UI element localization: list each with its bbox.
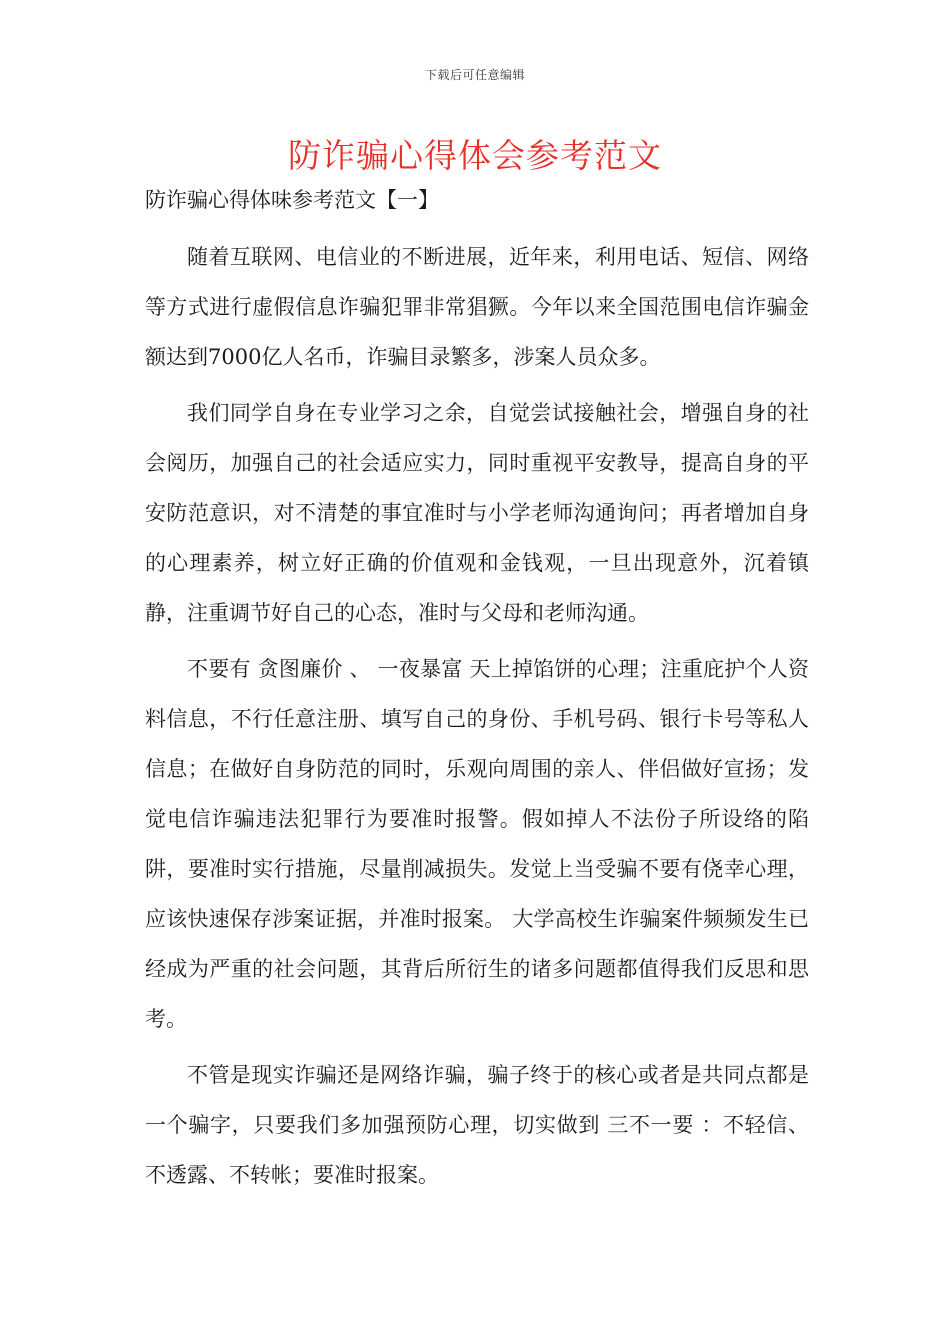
section-heading: 防诈骗心得体味参考范文【一】 [145,188,439,212]
document-body [145,182,809,1206]
paragraph-3: 不要有 贪图廉价 、 一夜暴富 天上掉馅饼的心理；注重庇护个人资料信息，不行任意注册、填写自己的身份、手机号码、银行卡号等私人信息；在做好自身防范的同时，乐观向周围的亲人、伴侣做好宣扬；发觉电信诈骗违法犯罪行为要准时报警。假如掉人不法份子所设络的陷阱，要准时实行措施，尽量削减损失。发觉上当受骗不要有侥幸心理，应该快速保存涉案证据，并准时报案。 大学高校生诈骗案件频频发生已经成为严重的社会问题，其背后所衍生的诸多问题都值得我们反思和思考。 [145,657,809,1031]
paragraph-2: 我们同学自身在专业学习之余，自觉尝试接触社会，增强自身的社会阅历，加强自己的社会适应实力，同时重视平安教导，提高自身的平安防范意识，对不清楚的事宜准时与小学老师沟通询问；再者增加自身的心理素养，树立好正确的价值观和金钱观，一旦出现意外，沉着镇静，注重调节好自己的心态，准时与父母和老师沟通。 [145,401,809,625]
document-title: 防诈骗心得体会参考范文 [288,136,662,175]
header-note: 下载后可任意编辑 [424,68,525,82]
paragraph-1: 随着互联网、电信业的不断进展，近年来，利用电话、短信、网络等方式进行虚假信息诈骗犯罪非常猖獗。今年以来全国范围电信诈骗金额达到7000亿人名币，诈骗目录繁多，涉案人员众多。 [145,245,809,369]
paragraph-4: 不管是现实诈骗还是网络诈骗，骗子终于的核心或者是共同点都是一个骗字，只要我们多加强预防心理，切实做到 三不一要 ：不轻信、不透露、不转帐；要准时报案。 [145,1063,809,1187]
